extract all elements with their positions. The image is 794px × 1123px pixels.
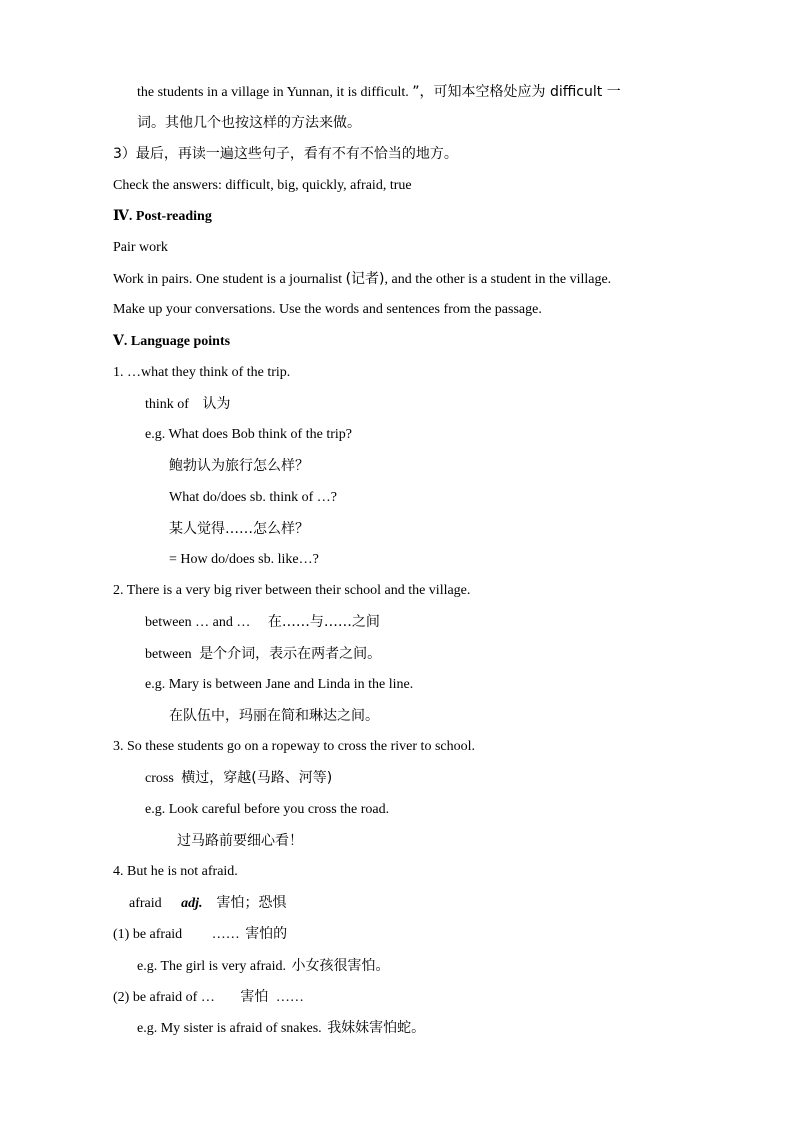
post-reading-line-1-cn: (记者) xyxy=(345,271,385,287)
point-2-eg: e.g. Mary is between Jane and Linda in the line. xyxy=(145,677,414,692)
point-4-sub-1-eg-cn: 小女孩很害怕。 xyxy=(291,958,390,974)
point-4-sub-2-dots: …… xyxy=(272,990,304,1005)
point-3-title: 3. So these students go on a ropeway to cross the river to school. xyxy=(113,739,475,754)
post-reading-line-1a: Work in pairs. One student is a journalist xyxy=(113,272,346,287)
point-4-pos: adj. xyxy=(181,896,203,911)
point-4-sub-1-eg xyxy=(137,956,390,977)
point-1-eg-1: e.g. What does Bob think of the trip? xyxy=(145,427,352,442)
point-2-term-en: between … and … xyxy=(145,615,254,630)
post-reading-line-1 xyxy=(113,269,611,290)
intro-line-2: 词。其他几个也按这样的方法来做。 xyxy=(137,115,361,131)
point-3-term-cn: 横过，穿越(马路、河等) xyxy=(181,770,333,786)
point-1-eg-2: What do/does sb. think of …? xyxy=(169,490,337,505)
point-1-eg-1-cn: 鲍勃认为旅行怎么样？ xyxy=(169,458,309,474)
point-2-title: 2. There is a very big river between their school and the village. xyxy=(113,583,471,598)
point-3-term-en: cross xyxy=(145,771,178,786)
point-1-term-cn: 认为 xyxy=(202,396,231,412)
point-4-sub-1 xyxy=(113,924,287,945)
point-2-note-en: between xyxy=(145,647,196,662)
point-4-sub-2 xyxy=(113,987,304,1008)
point-2-term xyxy=(145,612,380,633)
language-points-heading: Ⅴ. Language points xyxy=(113,334,231,349)
point-2-note-cn: 是个介词，表示在两者之间。 xyxy=(199,646,382,662)
point-4-sub-1-en: (1) be afraid xyxy=(113,927,186,942)
point-1-eg-3: = How do/does sb. like…? xyxy=(169,552,319,567)
point-4-term-en: afraid xyxy=(129,896,166,911)
point-2-term-cn: 在……与……之间 xyxy=(267,614,380,630)
intro-line-1-cn: ”，可知本空格处应为 difficult 一 xyxy=(412,84,621,100)
point-4-sub-2-eg-en: e.g. My sister is afraid of snakes. xyxy=(137,1021,326,1036)
point-4-sub-1-cn: 害怕的 xyxy=(245,926,288,942)
intro-line-1 xyxy=(137,82,621,103)
point-4-sub-2-cn: 害怕 xyxy=(240,989,269,1005)
point-1-eg-2-cn: 某人觉得……怎么样？ xyxy=(169,521,309,537)
point-3-term xyxy=(145,768,332,789)
point-3-eg: e.g. Look careful before you cross the road. xyxy=(145,802,390,817)
point-4-sub-2-eg xyxy=(137,1018,425,1039)
point-4-sub-2-en: (2) be afraid of … xyxy=(113,990,219,1005)
post-reading-line-1b: , and the other is a student in the village. xyxy=(384,272,612,287)
point-3-eg-cn: 过马路前要细心看！ xyxy=(177,833,303,849)
point-4-sub-1-dots: …… xyxy=(211,927,244,942)
point-4-sub-2-eg-cn: 我妹妹害怕蛇。 xyxy=(327,1020,426,1036)
intro-line-3: 3）最后，再读一遍这些句子，看有不有不恰当的地方。 xyxy=(113,146,458,162)
point-2-note xyxy=(145,644,381,665)
point-2-eg-cn: 在队伍中，玛丽在简和琳达之间。 xyxy=(169,708,379,724)
point-4-sub-1-eg-en: e.g. The girl is very afraid. xyxy=(137,959,290,974)
point-1-title: 1. …what they think of the trip. xyxy=(113,365,291,380)
point-4-term xyxy=(129,893,287,914)
post-reading-heading: Ⅳ. Post-reading xyxy=(113,209,212,224)
point-4-term-cn: 害怕；恐惧 xyxy=(216,895,287,911)
intro-line-1-en: the students in a village in Yunnan, it is difficult. xyxy=(137,85,413,100)
point-1-term-en: think of xyxy=(145,397,193,412)
intro-line-4: Check the answers: difficult, big, quickly, afraid, true xyxy=(113,178,412,193)
point-4-title: 4. But he is not afraid. xyxy=(113,864,238,879)
point-1-term xyxy=(145,394,230,415)
post-reading-line-2: Make up your conversations. Use the words and sentences from the passage. xyxy=(113,302,542,317)
post-reading-sub: Pair work xyxy=(113,240,168,255)
